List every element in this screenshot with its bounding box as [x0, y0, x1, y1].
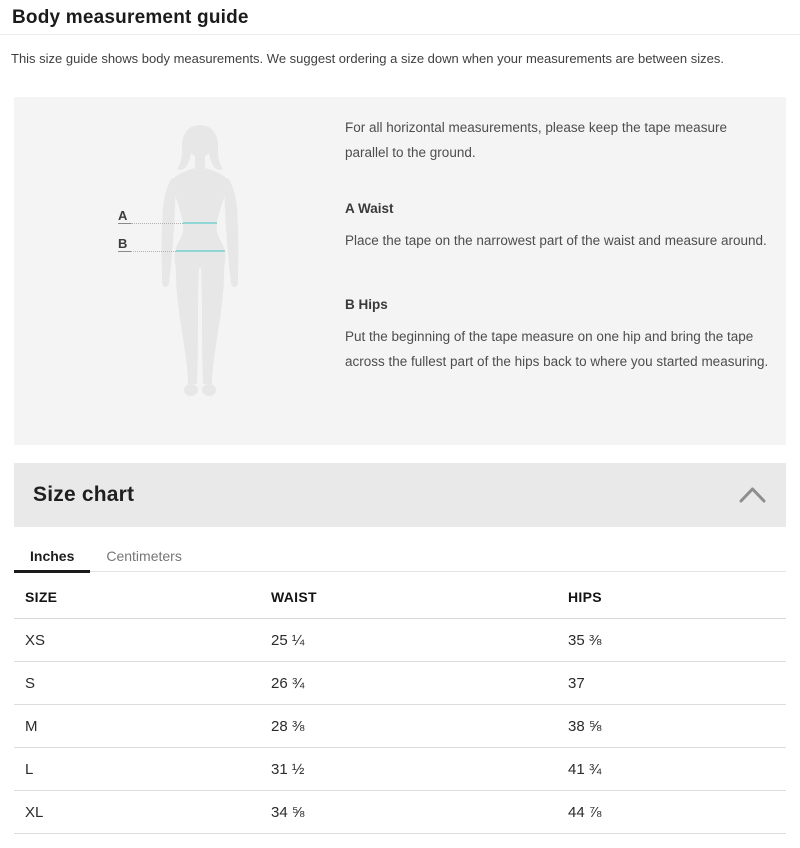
page-title: Body measurement guide [12, 7, 249, 28]
marker-b-leader-line [131, 251, 176, 252]
waist-section-label: A Waist [345, 201, 394, 216]
size-chart-title: Size chart [33, 483, 135, 506]
hips-section-text: Put the beginning of the tape measure on one hip and bring the tape across the fullest part of the hips back to where you started measuring. [345, 329, 769, 369]
size-cell: S [14, 662, 260, 705]
marker-b-line-start [118, 251, 131, 252]
hips-cell: 41 ¾ [557, 748, 786, 791]
tab-centimeters[interactable]: Centimeters [90, 527, 197, 572]
guide-intro-text: For all horizontal measurements, please keep the tape measure parallel to the ground. [345, 120, 727, 160]
title-divider [0, 34, 800, 35]
column-header-waist: WAIST [260, 572, 557, 619]
waist-cell: 25 ¼ [260, 619, 557, 662]
table-row [14, 662, 786, 705]
hips-tape-line [176, 250, 225, 252]
column-header-hips: HIPS [557, 572, 786, 619]
table-header-row [14, 572, 786, 619]
unit-tabs [14, 527, 786, 572]
hips-cell: 35 ⅜ [557, 619, 786, 662]
size-cell: L [14, 748, 260, 791]
size-cell: M [14, 705, 260, 748]
waist-tape-line [183, 222, 217, 224]
body-silhouette-illustration [155, 118, 245, 402]
waist-section-text: Place the tape on the narrowest part of the waist and measure around. [345, 233, 767, 248]
hips-section-label: B Hips [345, 297, 388, 312]
marker-a-leader-line [131, 223, 183, 224]
page-subtitle: This size guide shows body measurements. We suggest ordering a size down when your measurements are between sizes. [11, 51, 724, 66]
size-cell: XL [14, 791, 260, 834]
marker-a-line-start [118, 223, 131, 224]
collapse-button[interactable] [736, 479, 768, 511]
marker-b-label: B [118, 236, 128, 251]
column-header-size: SIZE [14, 572, 260, 619]
size-cell: XS [14, 619, 260, 662]
hips-cell: 44 ⅞ [557, 791, 786, 834]
waist-cell: 34 ⅝ [260, 791, 557, 834]
table-row [14, 791, 786, 834]
table-row [14, 748, 786, 791]
size-chart-header[interactable] [14, 463, 786, 527]
waist-cell: 26 ¾ [260, 662, 557, 705]
table-row [14, 705, 786, 748]
chevron-up-icon [739, 487, 766, 503]
table-row [14, 619, 786, 662]
waist-cell: 31 ½ [260, 748, 557, 791]
measurement-guide-panel [14, 97, 786, 445]
waist-cell: 28 ⅜ [260, 705, 557, 748]
hips-cell: 38 ⅝ [557, 705, 786, 748]
size-table [14, 572, 786, 834]
marker-a-label: A [118, 208, 128, 223]
hips-cell: 37 [557, 662, 786, 705]
tab-inches[interactable]: Inches [14, 527, 90, 572]
